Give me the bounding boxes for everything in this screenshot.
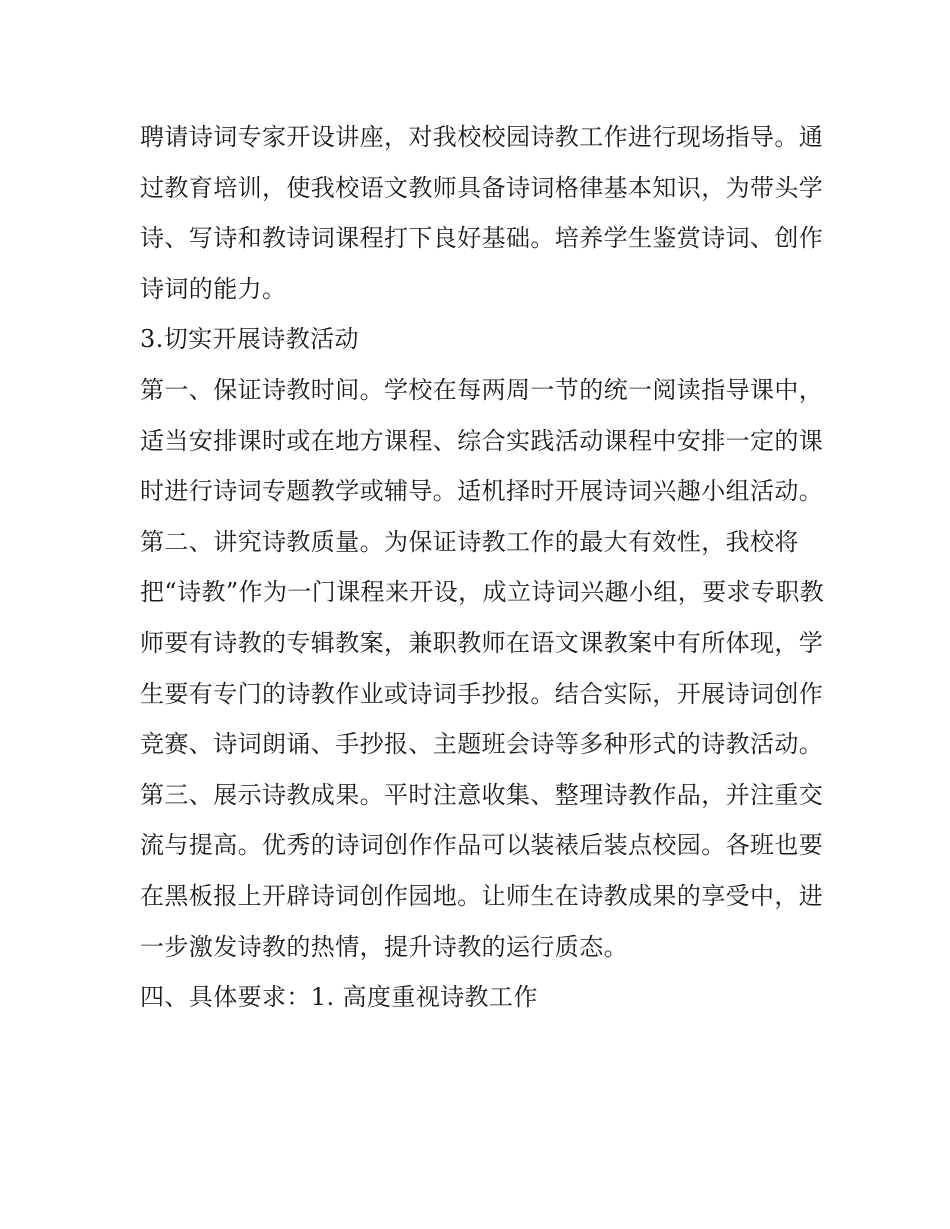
paragraph-training: 聘请诗词专家开设讲座，对我校校园诗教工作进行现场指导。通过教育培训，使我校语文教师具备诗词格律基本知识，为带头学诗、写诗和教诗词课程打下良好基础。培养学生鉴赏诗词、创作诗词的能力。: [140, 123, 824, 303]
paragraph-results: 第三、展示诗教成果。平时注意收集、整理诗教作品，并注重交流与提高。优秀的诗词创作作品可以装裱后装点校园。各班也要在黑板报上开辟诗词创作园地。让师生在诗教成果的享受中，进一步激发诗教的热情，提升诗教的运行质态。: [140, 780, 824, 961]
document-page: [140, 112, 830, 1023]
paragraph-quality: 第二、讲究诗教质量。为保证诗教工作的最大有效性，我校将把“诗教”作为一门课程来开设，成立诗词兴趣小组，要求专职教师要有诗教的专辑教案，兼职教师在语文课教案中有所体现，学生要有专门的诗教作业或诗词手抄报。结合实际，开展诗词创作竞赛、诗词朗诵、手抄报、主题班会诗等多种形式的诗教活动。: [140, 527, 825, 759]
heading-requirements: 四、具体要求：1. 高度重视诗教工作: [140, 983, 538, 1012]
paragraph-time: 第一、保证诗教时间。学校在每两周一节的统一阅读指导课中，适当安排课时或在地方课程、综合实践活动课程中安排一定的课时进行诗词专题教学或辅导。适机择时开展诗词兴趣小组活动。: [140, 375, 824, 506]
heading-activities: 3.切实开展诗教活动: [140, 325, 359, 354]
